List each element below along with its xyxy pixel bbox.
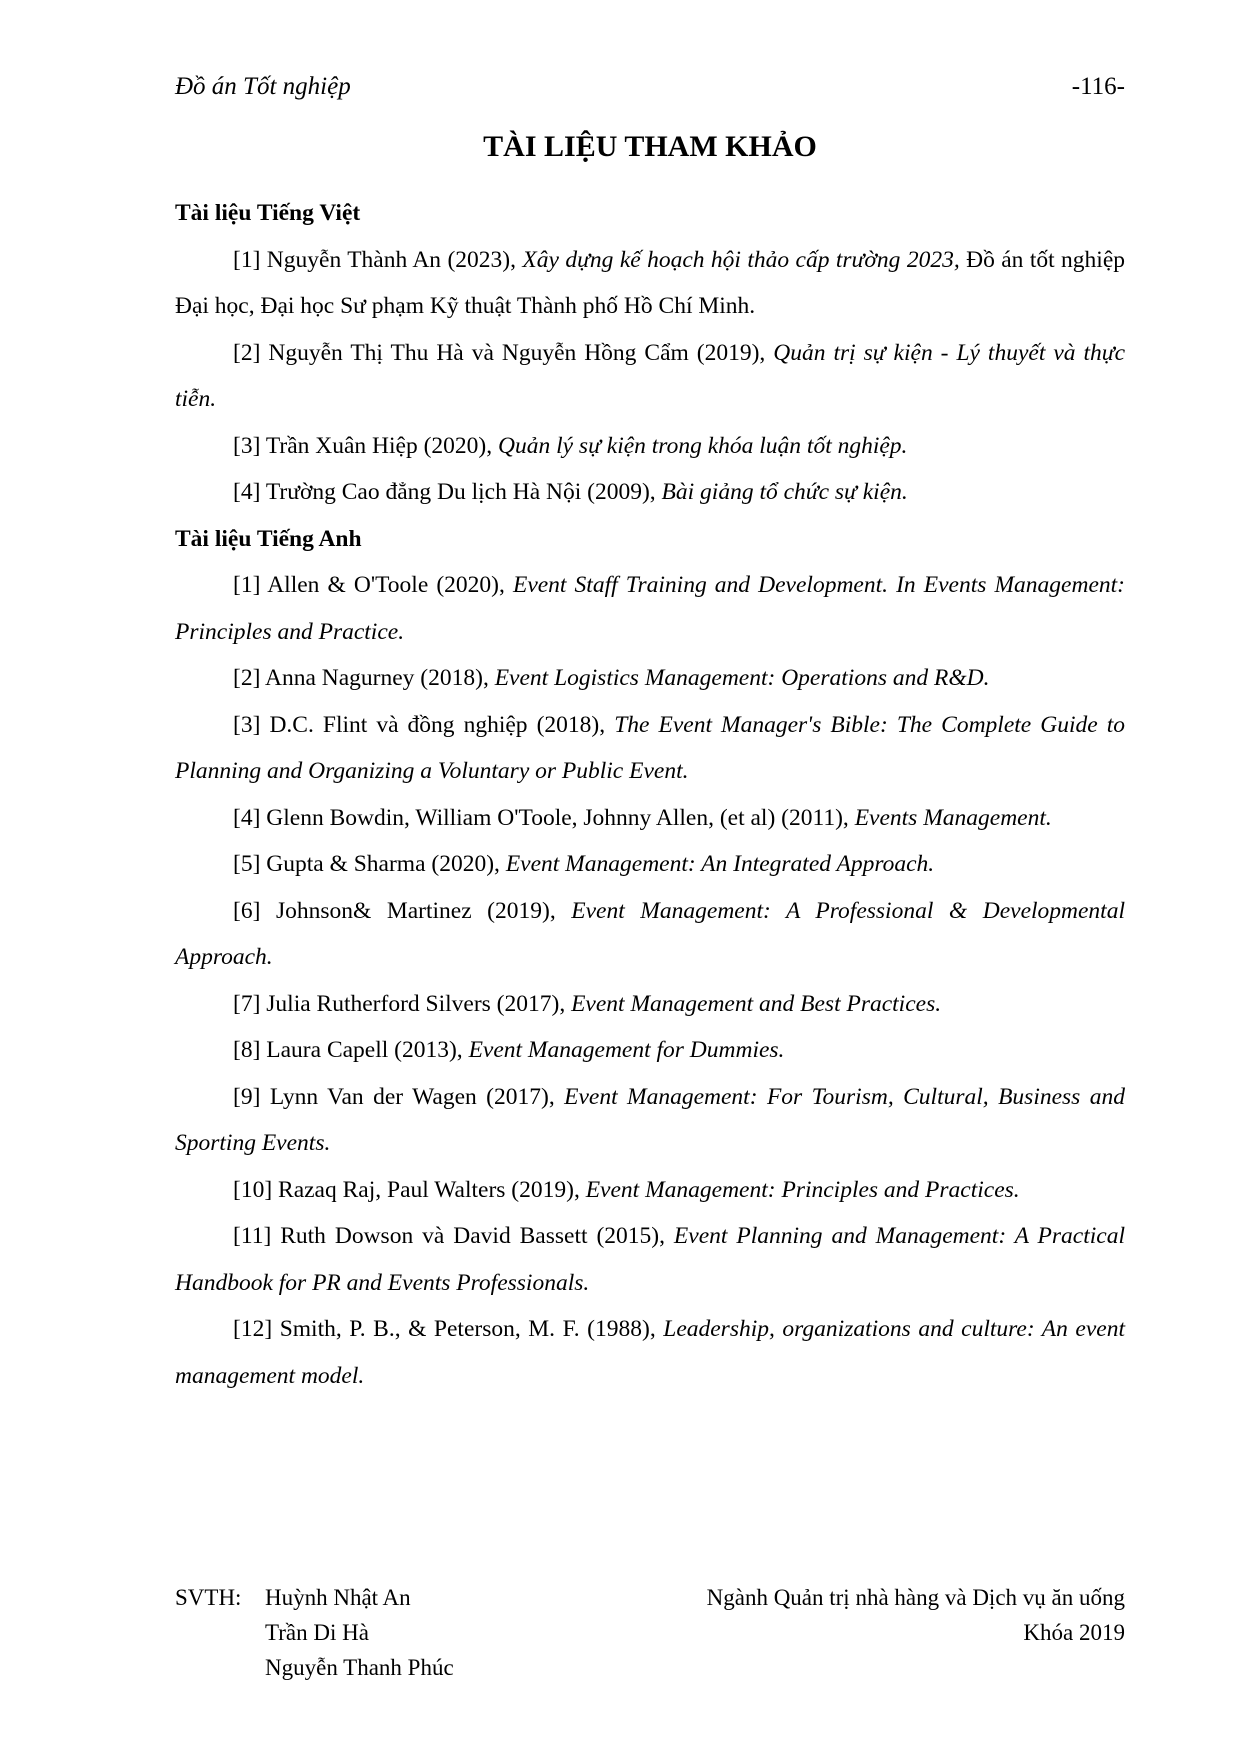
footer-student-name: Huỳnh Nhật An xyxy=(265,1585,411,1610)
page-title: TÀI LIỆU THAM KHẢO xyxy=(483,130,817,163)
page-number: -116- xyxy=(1071,73,1125,100)
reference-item: [5] Gupta & Sharma (2020), Event Management: An Integrated Approach. xyxy=(233,851,935,877)
footer-cohort: Khóa 2019 xyxy=(1023,1620,1125,1645)
reference-item: [8] Laura Capell (2013), Event Management for Dummies. xyxy=(233,1037,785,1063)
reference-item: [12] Smith, P. B., & Peterson, M. F. (1988), Leadership, organizations and culture: An event management model. xyxy=(175,1316,1125,1389)
footer-student-name: Trần Di Hà xyxy=(265,1620,369,1645)
reference-item: [3] Trần Xuân Hiệp (2020), Quản lý sự kiện trong khóa luận tốt nghiệp. xyxy=(233,432,908,459)
reference-item: [7] Julia Rutherford Silvers (2017), Event Management and Best Practices. xyxy=(233,990,942,1017)
section-heading-english: Tài liệu Tiếng Anh xyxy=(175,525,362,552)
reference-item: [6] Johnson& Martinez (2019), Event Management: A Professional & Developmental Approach. xyxy=(175,897,1125,970)
reference-item: [2] Nguyễn Thị Thu Hà và Nguyễn Hồng Cẩm (2019), Quản trị sự kiện - Lý thuyết và thực tiễn. xyxy=(175,339,1126,412)
reference-item: [1] Allen & O'Toole (2020), Event Staff Training and Development. In Events Management: Principles and Practice. xyxy=(175,572,1125,645)
reference-item: [4] Trường Cao đẳng Du lịch Hà Nội (2009), Bài giảng tổ chức sự kiện. xyxy=(233,479,908,505)
reference-item: [10] Razaq Raj, Paul Walters (2019), Event Management: Principles and Practices. xyxy=(233,1176,1020,1203)
section-heading-vietnamese: Tài liệu Tiếng Việt xyxy=(175,200,361,226)
reference-item: [3] D.C. Flint và đồng nghiệp (2018), The Event Manager's Bible: The Complete Guide to Planning and Organizing a Voluntary or Public Event. xyxy=(175,711,1126,784)
footer-program-info xyxy=(707,1580,1125,1650)
reference-item: [11] Ruth Dowson và David Bassett (2015), Event Planning and Management: A Practical Handbook for PR and Events Professionals. xyxy=(175,1223,1125,1296)
running-header-title: Đồ án Tốt nghiệp xyxy=(175,73,351,100)
reference-item: [1] Nguyễn Thành An (2023), Xây dựng kế hoạch hội thảo cấp trường 2023, Đồ án tốt nghiệp Đại học, Đại học Sư phạm Kỹ thuật Thành phố Hồ Chí Minh. xyxy=(175,246,1125,319)
reference-item: [4] Glenn Bowdin, William O'Toole, Johnny Allen, (et al) (2011), Events Management. xyxy=(233,804,1052,831)
footer-svth-label: SVTH: xyxy=(175,1585,242,1610)
footer-student-name: Nguyễn Thanh Phúc xyxy=(265,1655,454,1680)
reference-item: [2] Anna Nagurney (2018), Event Logistics Management: Operations and R&D. xyxy=(233,665,990,691)
references-body xyxy=(175,190,1125,1399)
footer-major: Ngành Quản trị nhà hàng và Dịch vụ ăn uống xyxy=(706,1585,1125,1610)
reference-item: [9] Lynn Van der Wagen (2017), Event Management: For Tourism, Cultural, Business and Sporting Events. xyxy=(175,1083,1125,1156)
footer-student-list xyxy=(265,1580,454,1685)
